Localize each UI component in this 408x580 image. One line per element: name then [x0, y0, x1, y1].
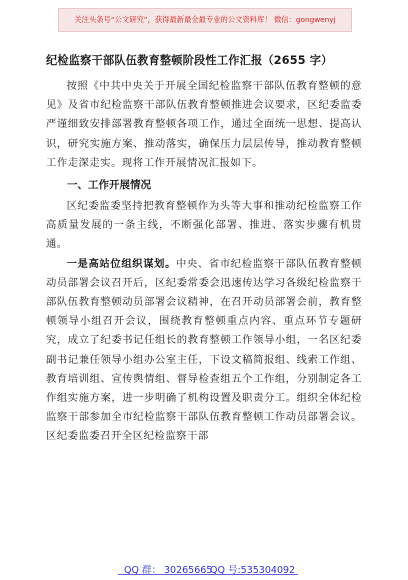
qq-number-label: QQ 号:535304092: [210, 565, 296, 576]
point-text: 中央、省市纪检监察干部队伍教育整顿动员部署会议召开后，区纪委常委会迅速传达学习各级纪检监察干部队伍教育整顿动员部署会议精神，在召开动员部署会前，教育整顿领导小组召开会议，围绕教育整顿重点内容、重点环节专题研究，成立了纪委书记任组长的教育整顿工作领导小组，一名区纪委副书记兼任领导小组办公室主任，下设文稿简报组、线索工作组、教育培训组、宣传舆情组、督导检查组五个工作组，分别制定各工作组实施方案，进一步明确了机构设置及职责分工。组织全体纪检监察干部参加全市纪检监察干部队伍教育整顿工作动员部署会议。区纪委监委召开全区纪检监察干部: [46, 257, 363, 443]
document-title: 纪检监察干部队伍教育整顿阶段性工作汇报（2655 字）: [46, 54, 333, 67]
intro-paragraph: 按照《中共中央关于开展全国纪检监察干部队伍教育整顿的意见》及省市纪检监察干部队伍教育整顿推进会议要求，区纪委监委严谨细致安排部署教育整顿各项工作，通过全面统一思想、提高认识，研究实施方案、推动落实，确保压力层层传导，推动教育整顿工作走深走实。现将工作开展情况汇报如下。: [46, 80, 362, 169]
qq-group-label: QQ 群： 30265665: [124, 565, 213, 576]
document-body: [46, 52, 362, 447]
footer: [0, 560, 408, 578]
section-heading: 一、工作开展情况: [67, 179, 151, 192]
footer-underline: [118, 574, 298, 575]
section-paragraph: 区纪委监委坚持把教育整顿作为头等大事和推动纪检监察工作高质量发展的一条主线，不断强化部署、推进、落实步骤有机贯通。: [46, 200, 362, 251]
point-lead: 一是高站位组织谋划。: [66, 257, 177, 270]
header-banner: 关注头条号“公文研究”，获得最新最全最专业的公文资料库！ 微信：gongwenyj: [58, 8, 352, 32]
point-paragraph: [46, 255, 362, 447]
